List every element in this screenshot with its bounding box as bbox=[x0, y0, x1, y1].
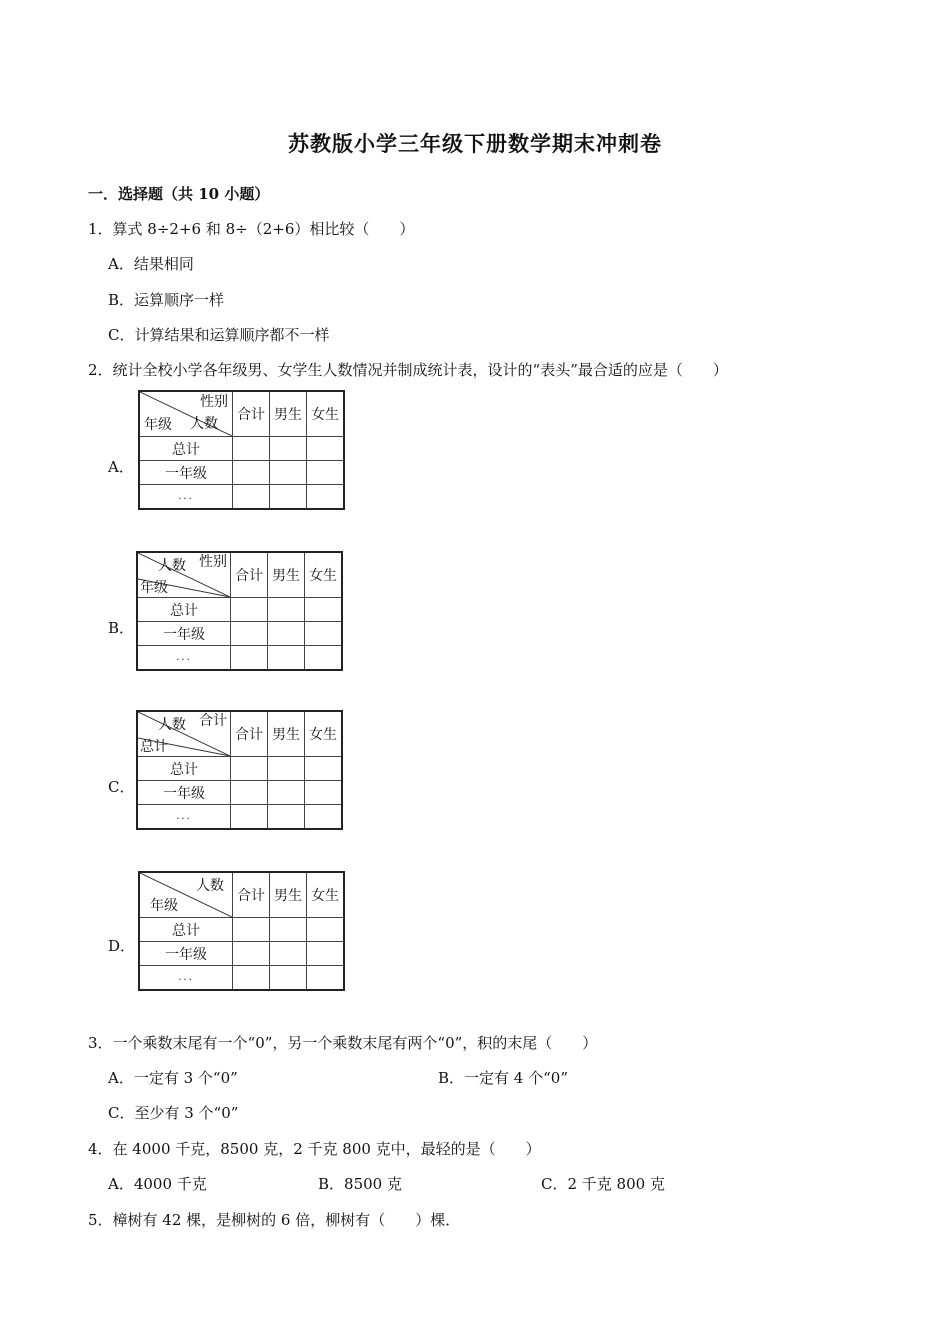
question-1-option-c: C．计算结果和运算顺序都不一样 bbox=[108, 326, 330, 344]
question-4-stem: 4．在 4000 千克，8500 克，2 千克 800 克中，最轻的是（ ） bbox=[88, 1140, 541, 1158]
diag-top-right-label: 合计 bbox=[199, 713, 227, 729]
row-label: 一年级 bbox=[139, 461, 233, 485]
question-2-stem: 2．统计全校小学各年级男、女学生人数情况并制成统计表，设计的“表头”最合适的应是（ ） bbox=[88, 361, 728, 379]
diag-middle-label: 人数 bbox=[190, 416, 218, 432]
column-header: 女生 bbox=[307, 391, 345, 437]
row-label: 一年级 bbox=[139, 942, 233, 966]
column-header: 合计 bbox=[233, 872, 270, 918]
diag-bottom-left-label: 年级 bbox=[140, 580, 168, 596]
row-label: ... bbox=[139, 966, 233, 991]
section-heading: 一．选择题（共 10 小题） bbox=[88, 185, 270, 203]
diag-bottom-left-label: 年级 bbox=[144, 417, 172, 433]
row-label: 总计 bbox=[139, 437, 233, 461]
question-2-option-b-table bbox=[136, 551, 343, 671]
column-header: 男生 bbox=[268, 552, 305, 598]
row-label: 总计 bbox=[137, 598, 231, 622]
question-4-option-c: C．2 千克 800 克 bbox=[541, 1175, 665, 1193]
row-label: 总计 bbox=[139, 918, 233, 942]
question-2-option-a-table bbox=[138, 390, 345, 510]
question-2-option-a-label: A． bbox=[108, 458, 134, 476]
table-header-diagonal-cell bbox=[139, 872, 233, 918]
diag-top-right-label: 性别 bbox=[199, 554, 227, 570]
question-2-option-c-label: C． bbox=[108, 778, 135, 796]
question-4-option-a: A．4000 千克 bbox=[108, 1175, 207, 1193]
question-2-option-d-table bbox=[138, 871, 345, 991]
question-3-option-a: A．一定有 3 个“0” bbox=[108, 1069, 238, 1087]
question-5-stem: 5．樟树有 42 棵，是柳树的 6 倍，柳树有（ ）棵． bbox=[88, 1211, 461, 1229]
diag-top-left-label: 人数 bbox=[158, 558, 186, 574]
diag-top-right-label: 性别 bbox=[200, 394, 228, 410]
diag-top-right-label: 人数 bbox=[196, 878, 224, 894]
column-header: 男生 bbox=[270, 391, 307, 437]
row-label: 总计 bbox=[137, 757, 231, 781]
question-2-option-c-table bbox=[136, 710, 343, 830]
column-header: 合计 bbox=[231, 711, 268, 757]
row-label: 一年级 bbox=[137, 781, 231, 805]
column-header: 女生 bbox=[305, 552, 343, 598]
column-header: 合计 bbox=[233, 391, 270, 437]
column-header: 女生 bbox=[305, 711, 343, 757]
question-2-option-d-label: D． bbox=[108, 937, 136, 955]
row-label: 一年级 bbox=[137, 622, 231, 646]
question-1-option-a: A．结果相同 bbox=[108, 255, 194, 273]
question-3-stem: 3．一个乘数末尾有一个“0”，另一个乘数末尾有两个“0”，积的末尾（ ） bbox=[88, 1034, 598, 1052]
diag-bottom-left-label: 年级 bbox=[150, 898, 178, 914]
question-2-option-b-label: B． bbox=[108, 619, 135, 637]
row-label: ... bbox=[139, 485, 233, 510]
column-header: 男生 bbox=[270, 872, 307, 918]
row-label: ... bbox=[137, 646, 231, 671]
question-3-option-c: C．至少有 3 个“0” bbox=[108, 1104, 239, 1122]
diag-bottom-left-label: 总计 bbox=[140, 739, 168, 755]
table-header-diagonal-cell bbox=[137, 552, 231, 598]
column-header: 男生 bbox=[268, 711, 305, 757]
column-header: 女生 bbox=[307, 872, 345, 918]
diag-top-left-label: 人数 bbox=[158, 717, 186, 733]
table-header-diagonal-cell bbox=[137, 711, 231, 757]
question-4-option-b: B．8500 克 bbox=[318, 1175, 402, 1193]
column-header: 合计 bbox=[231, 552, 268, 598]
row-label: ... bbox=[137, 805, 231, 830]
question-1-stem: 1．算式 8÷2+6 和 8÷（2+6）相比较（ ） bbox=[88, 220, 415, 238]
table-header-diagonal-cell bbox=[139, 391, 233, 437]
question-1-option-b: B．运算顺序一样 bbox=[108, 291, 225, 309]
question-3-option-b: B．一定有 4 个“0” bbox=[438, 1069, 568, 1087]
page-title: 苏教版小学三年级下册数学期末冲刺卷 bbox=[288, 131, 662, 156]
